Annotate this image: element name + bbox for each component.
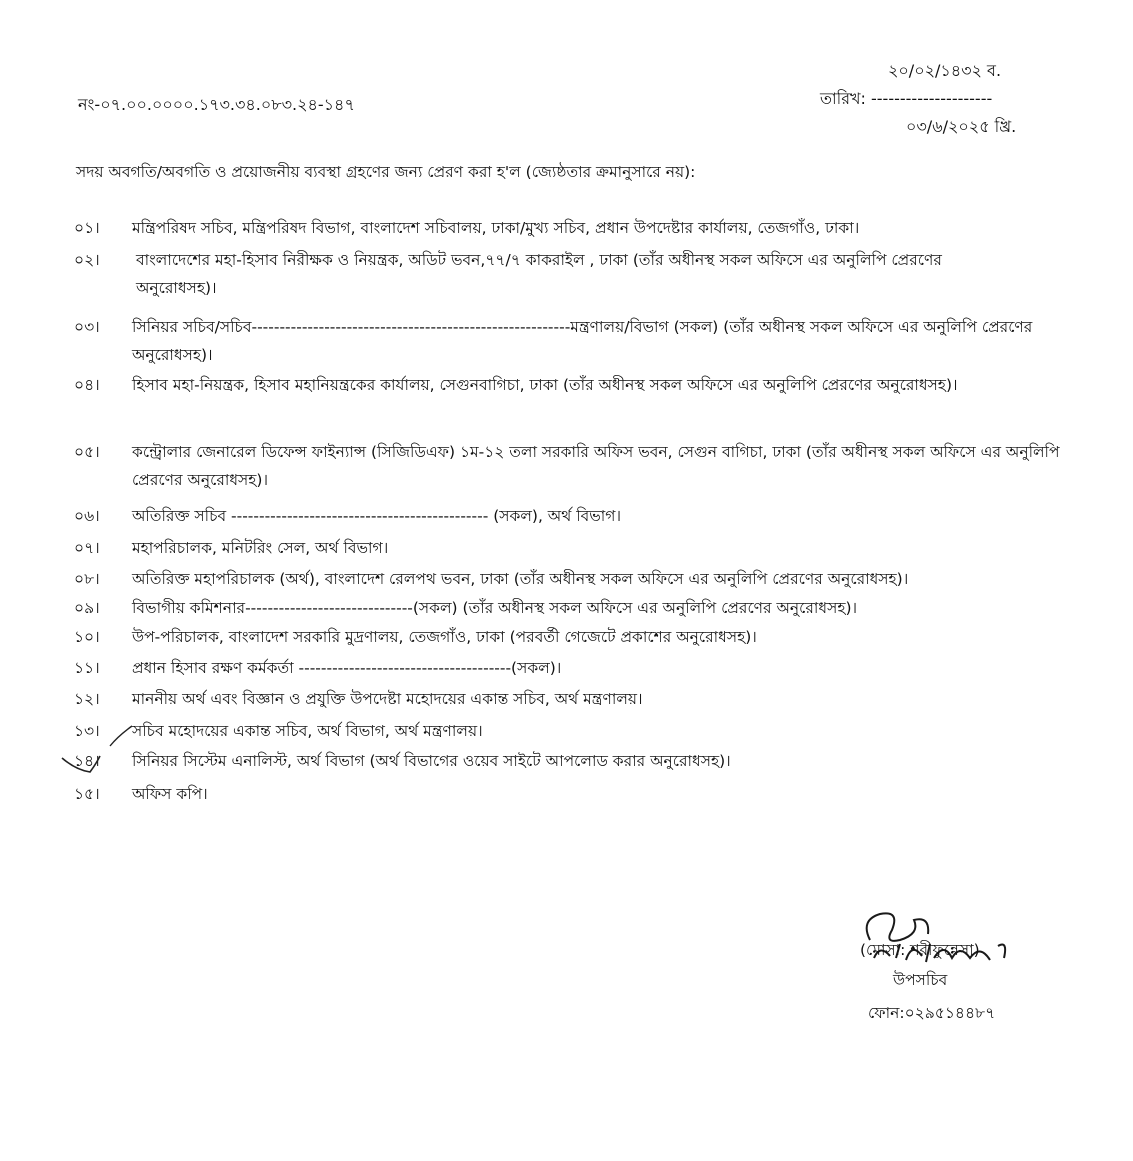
item-number: ০৮। — [74, 570, 100, 588]
signatory-phone: ফোন:০২৯৫১৪৪৮৭ — [868, 1004, 996, 1022]
item-text: অফিস কপি। — [132, 785, 208, 803]
intro-text: সদয় অবগতি/অবগতি ও প্রয়োজনীয় ব্যবস্থা গ্রহণের জন্য প্রেরণ করা হ'ল (জ্যেষ্ঠতার ক্রমানুসারে নয়): — [76, 163, 696, 181]
item-number: ০৬। — [74, 507, 100, 525]
item-number: ০৪। — [74, 376, 100, 394]
date-gregorian: ০৩/৬/২০২৫ খ্রি. — [906, 117, 1017, 136]
item-number: ০৯। — [74, 599, 100, 617]
item-number: ০৭। — [74, 539, 100, 557]
item-text: মন্ত্রিপরিষদ সচিব, মন্ত্রিপরিষদ বিভাগ, বাংলাদেশ সচিবালয়, ঢাকা/মুখ্য সচিব, প্রধান উপদেষ্টার কার্যালয়, তেজগাঁও, ঢাকা। — [132, 219, 860, 237]
date-label: তারিখ: --------------------- — [820, 89, 993, 108]
item-number: ০১। — [74, 219, 100, 237]
item-text: সিনিয়র সচিব/সচিব---------------------------------------------------------মন্ত্রণালয়/বিভাগ (সকল) (তাঁর অধীনস্থ সকল অফিসে এর অনুলিপি প্রেরণের অনুরোধসহ)। — [132, 318, 1033, 364]
memo-number: নং-০৭.০০.০০০০.১৭৩.৩৪.০৮৩.২৪-১৪৭ — [78, 95, 355, 114]
item-number: ১৪। — [74, 752, 100, 770]
item-number: ০৫। — [74, 443, 100, 461]
handwritten-tick-mark — [60, 720, 150, 790]
item-number: ১০। — [74, 628, 100, 646]
date-bangla: ২০/০২/১৪৩২ ব. — [888, 61, 1002, 80]
item-text: সচিব মহোদয়ের একান্ত সচিব, অর্থ বিভাগ, অর্থ মন্ত্রণালয়। — [132, 722, 483, 740]
item-text: হিসাব মহা-নিয়ন্ত্রক, হিসাব মহানিয়ন্ত্রকের কার্যালয়, সেগুনবাগিচা, ঢাকা (তাঁর অধীনস্থ সকল অফিসে এর অনুলিপি প্রেরণের অনুরোধসহ)। — [132, 376, 958, 394]
item-number: ১১। — [74, 659, 100, 677]
item-text: সিনিয়র সিস্টেম এনালিস্ট, অর্থ বিভাগ (অর্থ বিভাগের ওয়েব সাইটে আপলোড করার অনুরোধসহ)। — [132, 752, 731, 770]
item-text: বাংলাদেশের মহা-হিসাব নিরীক্ষক ও নিয়ন্ত্রক, অডিট ভবন,৭৭/৭ কাকরাইল , ঢাকা (তাঁর অধীনস্থ সকল অফিসে এর অনুলিপি প্রেরণের অনুরোধসহ)। — [136, 251, 942, 297]
item-number: ১৫। — [74, 785, 100, 803]
signatory-title: উপসচিব — [893, 971, 948, 989]
item-text: মাননীয় অর্থ এবং বিজ্ঞান ও প্রযুক্তি উপদেষ্টা মহোদয়ের একান্ত সচিব, অর্থ মন্ত্রণালয়। — [132, 690, 643, 708]
item-text: প্রধান হিসাব রক্ষণ কর্মকর্তা --------------------------------------(সকল)। — [132, 659, 562, 677]
item-number: ০২। — [74, 251, 100, 269]
item-number: ১২। — [74, 690, 100, 708]
item-text: বিভাগীয় কমিশনার------------------------------(সকল) (তাঁর অধীনস্থ সকল অফিসে এর অনুলিপি প্রেরণের অনুরোধসহ)। — [132, 599, 858, 617]
item-number: ০৩। — [74, 318, 100, 336]
item-text: উপ-পরিচালক, বাংলাদেশ সরকারি মুদ্রণালয়, তেজগাঁও, ঢাকা (পরবর্তী গেজেটে প্রকাশের অনুরোধসহ)। — [132, 628, 757, 646]
item-number: ১৩। — [74, 722, 100, 740]
item-text: মহাপরিচালক, মনিটরিং সেল, অর্থ বিভাগ। — [132, 539, 389, 557]
item-text: অতিরিক্ত সচিব ---------------------------------------------- (সকল), অর্থ বিভাগ। — [132, 507, 622, 525]
item-text: কন্ট্রোলার জেনারেল ডিফেন্স ফাইন্যান্স (সিজিডিএফ) ১ম-১২ তলা সরকারি অফিস ভবন, সেগুন বাগিচা, ঢাকা (তাঁর অধীনস্থ সকল অফিসে এর অনুলিপি প্রেরণের অনুরোধসহ)। — [132, 443, 1060, 489]
item-text: অতিরিক্ত মহাপরিচালক (অর্থ), বাংলাদেশ রেলপথ ভবন, ঢাকা (তাঁর অধীনস্থ সকল অফিসে এর অনুলিপি প্রেরণের অনুরোধসহ)। — [132, 570, 909, 588]
signatory-name: (মোসা: শরীফুন্নেসা) — [860, 941, 980, 959]
